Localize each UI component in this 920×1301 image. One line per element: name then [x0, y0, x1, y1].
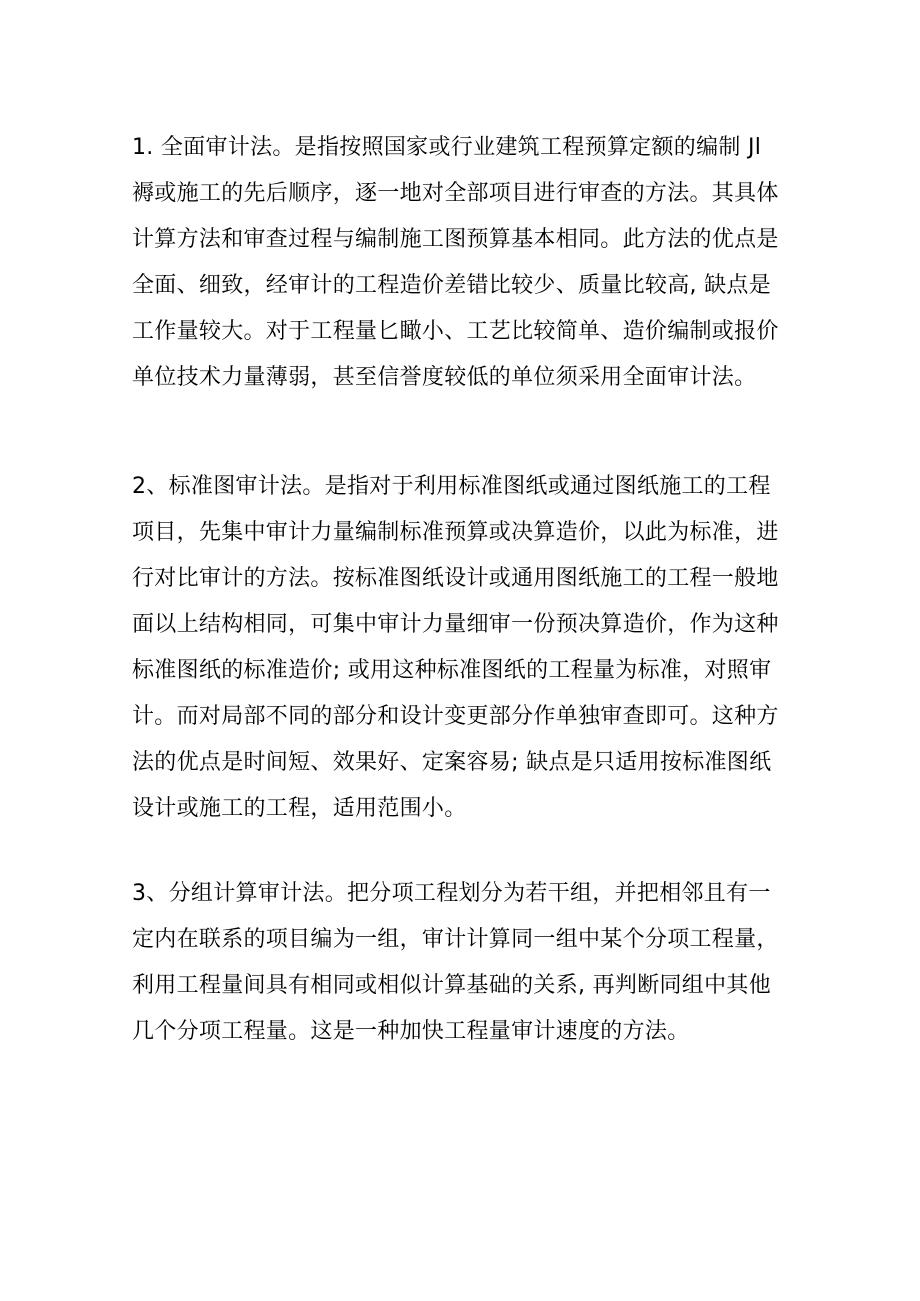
text-line: 行对比审计的方法。按标准图纸设计或通用图纸施工的工程一般地: [132, 566, 779, 591]
text-line: 标准图纸的标准造价; 或用这种标准图纸的工程量为标准，对照审: [132, 658, 772, 683]
text-line: 工作量较大。对于工程量匕瞰小、工艺比较简单、造价编制或报价: [132, 319, 779, 344]
paragraph-group-calculation-audit-method: [132, 871, 812, 1055]
text-line: 1. 全面审计法。是指按照国家或行业建筑工程预算定额的编制 Jl: [132, 135, 762, 160]
text-line: 面以上结构相同，可集中审计力量细审一份预决算造价，作为这种: [132, 612, 779, 637]
text-line: 项目，先集中审计力量编制标准预算或决算造价，以此为标准，进: [132, 520, 779, 545]
text-line: 褥或施工的先后顺序，逐一地对全部项目进行审查的方法。其具体: [132, 181, 779, 206]
text-line: 法的优点是时间短、效果好、定案容易; 缺点是只适用按标准图纸: [132, 750, 772, 775]
text-line: 全面、细致，经审计的工程造价差错比较少、质量比较高, 缺点是: [132, 273, 771, 298]
text-line: 计。而对局部不同的部分和设计变更部分作单独审查即可。这种方: [132, 704, 779, 729]
paragraph-full-audit-method: [132, 125, 812, 401]
text-line: 3、分组计算审计法。把分项工程划分为若干组，并把相邻且有一: [132, 881, 771, 906]
text-line: 定内在联系的项目编为一组，审计计算同一组中某个分项工程量，: [132, 927, 779, 952]
text-line: 单位技术力量薄弱，甚至信誉度较低的单位须采用全面审计法。: [132, 365, 757, 390]
text-line: 利用工程量间具有相同或相似计算基础的关系, 再判断同组中其他: [132, 973, 771, 998]
paragraph-standard-drawing-audit-method: [132, 464, 812, 832]
text-line: 计算方法和审查过程与编制施工图预算基本相同。此方法的优点是: [132, 227, 779, 252]
text-line: 几个分项工程量。这是一种加快工程量审计速度的方法。: [132, 1019, 690, 1044]
text-line: 设计或施工的工程，适用范围小。: [132, 796, 467, 821]
text-line: 2、标准图审计法。是指对于利用标准图纸或通过图纸施工的工程: [132, 474, 771, 499]
